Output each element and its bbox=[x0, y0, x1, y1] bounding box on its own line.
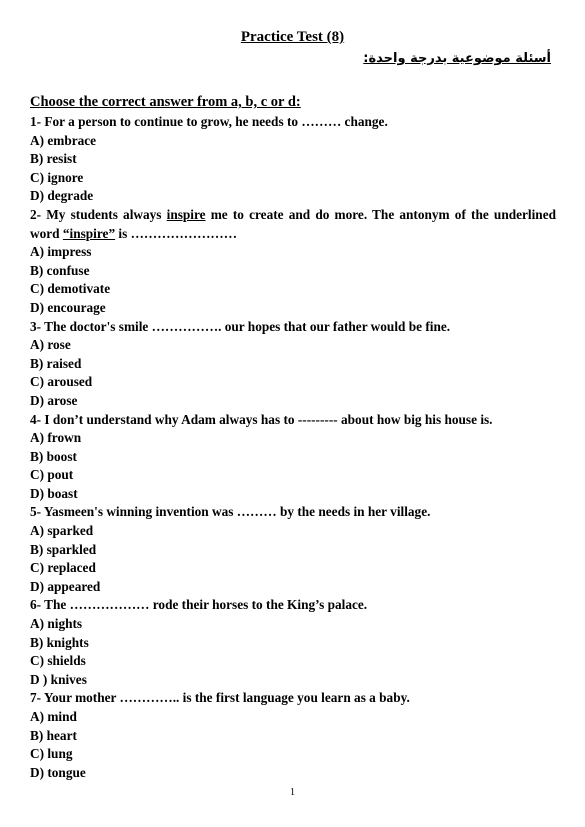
question-2 bbox=[30, 206, 556, 318]
page-title: Practice Test (8) bbox=[240, 29, 345, 45]
option-a: A) nights bbox=[30, 616, 83, 632]
option-b: B) knights bbox=[30, 634, 89, 650]
option-c: C) ignore bbox=[30, 169, 84, 185]
option-a: A) embrace bbox=[30, 132, 97, 148]
option-d: D) tongue bbox=[30, 764, 86, 780]
question-text: 6- The ……………… rode their horses to the King’s palace. bbox=[30, 597, 368, 613]
option-b: B) heart bbox=[30, 727, 77, 743]
option-b: B) raised bbox=[30, 355, 82, 371]
question-text: 4- I don’t understand why Adam always has to --------- about how big his house is. bbox=[30, 411, 493, 427]
question-3 bbox=[30, 318, 556, 411]
option-a: A) rose bbox=[30, 337, 71, 353]
option-c: C) pout bbox=[30, 467, 74, 483]
option-b: B) resist bbox=[30, 151, 77, 167]
option-d: D) boast bbox=[30, 485, 78, 501]
question-text: 7- Your mother ………….. is the first language you learn as a baby. bbox=[30, 690, 410, 706]
question-4 bbox=[30, 411, 556, 504]
arabic-heading: أسئلة موضوعية بدرجة واحدة: bbox=[363, 51, 551, 66]
question-text: 3- The doctor's smile ……………. our hopes that our father would be fine. bbox=[30, 318, 451, 334]
option-b: B) confuse bbox=[30, 262, 90, 278]
option-d: D ) knives bbox=[30, 671, 87, 687]
question-5 bbox=[30, 503, 556, 596]
option-c: C) aroused bbox=[30, 374, 93, 390]
option-b: B) boost bbox=[30, 448, 77, 464]
option-d: D) encourage bbox=[30, 299, 106, 315]
option-c: C) shields bbox=[30, 653, 86, 669]
question-6 bbox=[30, 596, 556, 689]
question-text-part: 2- My students always bbox=[30, 206, 167, 222]
option-a: A) sparked bbox=[30, 523, 94, 539]
option-c: C) replaced bbox=[30, 560, 96, 576]
option-a: A) impress bbox=[30, 244, 92, 260]
page-number: 1 bbox=[290, 787, 295, 798]
option-a: A) mind bbox=[30, 709, 77, 724]
instructions: Choose the correct answer from a, b, c or d: bbox=[30, 94, 301, 110]
question-text bbox=[30, 206, 556, 243]
test-content bbox=[30, 93, 556, 782]
option-a: A) frown bbox=[30, 430, 82, 446]
option-d: D) degrade bbox=[30, 188, 94, 204]
option-d: D) appeared bbox=[30, 578, 101, 594]
question-7 bbox=[30, 689, 556, 782]
underlined-word: “inspire” bbox=[62, 225, 116, 241]
question-text: 5- Yasmeen's winning invention was ……… by the needs in her village. bbox=[30, 504, 431, 520]
option-c: C) lung bbox=[30, 746, 73, 762]
question-text: 1- For a person to continue to grow, he needs to ……… change. bbox=[30, 114, 388, 129]
question-text-part: is …………………… bbox=[115, 225, 237, 241]
question-text-part: me to create and do more. The antonym of the underlined word bbox=[30, 206, 556, 241]
option-b: B) sparkled bbox=[30, 541, 97, 557]
option-c: C) demotivate bbox=[30, 281, 111, 297]
question-1 bbox=[30, 113, 556, 206]
option-d: D) arose bbox=[30, 392, 78, 408]
underlined-word: inspire bbox=[166, 206, 206, 222]
